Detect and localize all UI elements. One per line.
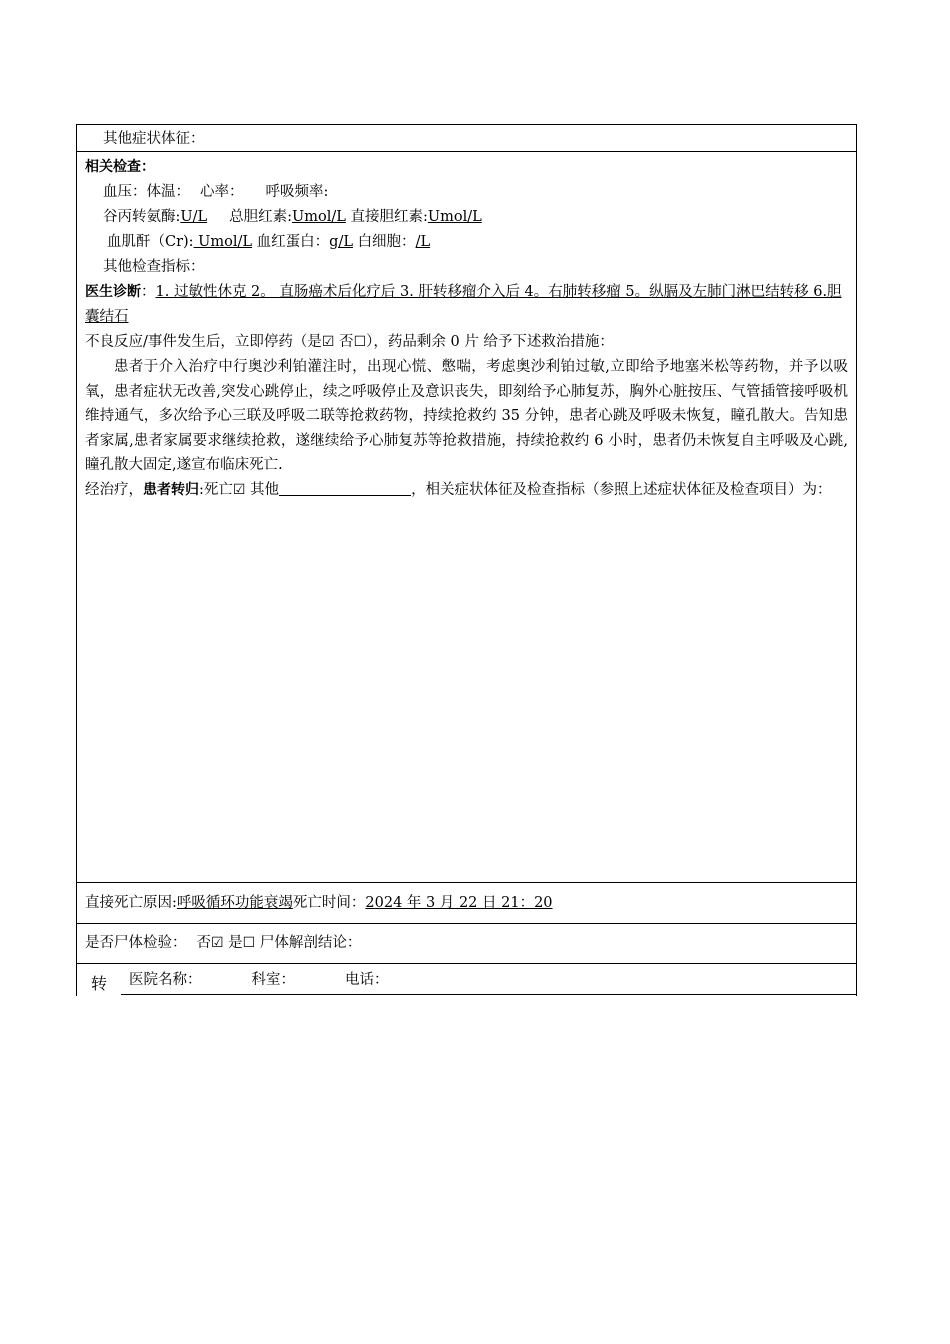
wbc-unit: /L — [415, 234, 431, 250]
death-cause-row — [77, 883, 856, 924]
respiratory-rate-label: 呼吸频率: — [265, 184, 329, 200]
autopsy-conclusion-label: 尸体解剖结论： — [255, 935, 362, 951]
creatinine-label: 血肌酐（Cr): — [107, 234, 194, 250]
direct-bilirubin-label: 直接胆红素: — [350, 209, 428, 225]
adverse-stop-drug-text: 不良反应/事件发生后，立即停药（是 — [85, 334, 322, 350]
autopsy-label: 是否尸体检验： — [85, 935, 187, 951]
alt-unit: U/L — [180, 209, 208, 225]
checked-checkbox-icon[interactable]: ☑ — [321, 334, 335, 350]
transfer-row — [77, 964, 856, 996]
diagnosis-text: 1. 过敏性休克 2。 直肠癌术后化疗后 3. 肝转移瘤介入后 4。右肺转移瘤 5。纵膈及左肺门淋巴结转移 6.胆囊结石 — [85, 284, 842, 325]
hemoglobin-label: 血红蛋白： — [256, 234, 330, 250]
checked-checkbox-icon[interactable]: ☑ — [211, 935, 224, 951]
adverse-remaining-text: ），药品剩余 0 片 给予下述救治措施： — [366, 334, 614, 350]
checked-checkbox-icon[interactable]: ☑ — [232, 481, 246, 498]
total-bilirubin-label: 总胆红素: — [229, 209, 293, 225]
hospital-name-label: 医院名称： — [129, 972, 202, 988]
hemoglobin-unit: g/L — [329, 234, 353, 250]
unchecked-checkbox-icon[interactable]: ☐ — [353, 334, 367, 350]
total-bilirubin-unit: Umol/L — [292, 209, 346, 225]
transfer-label: 转 — [91, 974, 108, 993]
phone-label: 电话： — [345, 972, 389, 988]
related-exams-heading: 相关检查： — [85, 159, 155, 175]
blood-tests-line — [85, 230, 848, 255]
adverse-no-text: 否 — [334, 334, 354, 350]
temperature-label: 体温： — [146, 184, 190, 200]
death-time-value: 2024 年 3 月 22 日 21：20 — [365, 895, 553, 911]
outcome-colon: : — [199, 481, 204, 498]
outcome-death-text: 死亡 — [203, 481, 233, 498]
outcome-prefix: 经治疗， — [85, 481, 143, 498]
clinical-details-row — [77, 152, 856, 883]
diagnosis-colon: ： — [141, 284, 156, 300]
outcome-suffix: ，相关症状体征及检查指标（参照上述症状体征及检查项目）为： — [411, 481, 832, 498]
adverse-reaction-line — [85, 330, 848, 355]
wbc-label: 白细胞： — [357, 234, 416, 250]
vitals-line — [85, 180, 848, 205]
other-exams-label: 其他检查指标： — [103, 259, 205, 275]
blood-pressure-label: 血压： — [103, 184, 147, 200]
outcome-other-blank[interactable] — [279, 481, 411, 496]
outcome-other-text: 其他 — [245, 481, 280, 498]
creatinine-unit: Umol/L — [193, 234, 253, 250]
death-time-label: 死亡时间： — [292, 895, 366, 911]
direct-bilirubin-unit: Umol/L — [427, 209, 482, 225]
death-cause-label: 直接死亡原因: — [85, 895, 177, 911]
diagnosis-label: 医生诊断 — [85, 284, 141, 300]
adverse-event-report-form — [76, 124, 857, 996]
diagnosis-block — [85, 280, 848, 330]
outcome-block — [85, 478, 848, 503]
liver-function-line — [85, 205, 848, 230]
autopsy-no-text: 否 — [196, 935, 211, 951]
treatment-narrative: 患者于介入治疗中行奥沙利铂灌注时，出现心慌、憋喘，考虑奥沙利铂过敏,立即给予地塞米松等药物，并予以吸氧，患者症状无改善,突发心跳停止，续之呼吸停止及意识丧失，即刻给予心肺复苏，胸外心脏按压、气管插管接呼吸机维持通气，多次给予心三联及呼吸二联等抢救药物，持续抢救约 35 分钟，患者心跳及呼吸未恢复，瞳孔散大。告知患者家属,患者家属要求继续抢救，遂继续给予心肺复苏等抢救措施，持续抢救约 6 小时，患者仍未恢复自主呼吸及心跳,瞳孔散大固定,遂宣布临床死亡. — [85, 359, 848, 473]
autopsy-yes-text: 是 — [223, 935, 243, 951]
table-right-edge — [856, 964, 857, 996]
form-table — [76, 124, 857, 996]
department-label: 科室： — [251, 972, 295, 988]
outcome-label: 患者转归 — [143, 481, 199, 498]
autopsy-row — [77, 924, 856, 964]
death-cause-value: 呼吸循环功能衰竭 — [176, 895, 293, 911]
transfer-details-line — [121, 967, 856, 995]
other-symptoms-row — [77, 125, 856, 152]
unchecked-checkbox-icon[interactable]: ☐ — [242, 935, 256, 951]
death-cause-line — [85, 891, 848, 916]
autopsy-line — [85, 931, 848, 956]
other-symptoms-label: 其他症状体征： — [103, 131, 205, 147]
alt-label: 谷丙转氨酶: — [103, 209, 181, 225]
heart-rate-label: 心率： — [200, 184, 244, 200]
